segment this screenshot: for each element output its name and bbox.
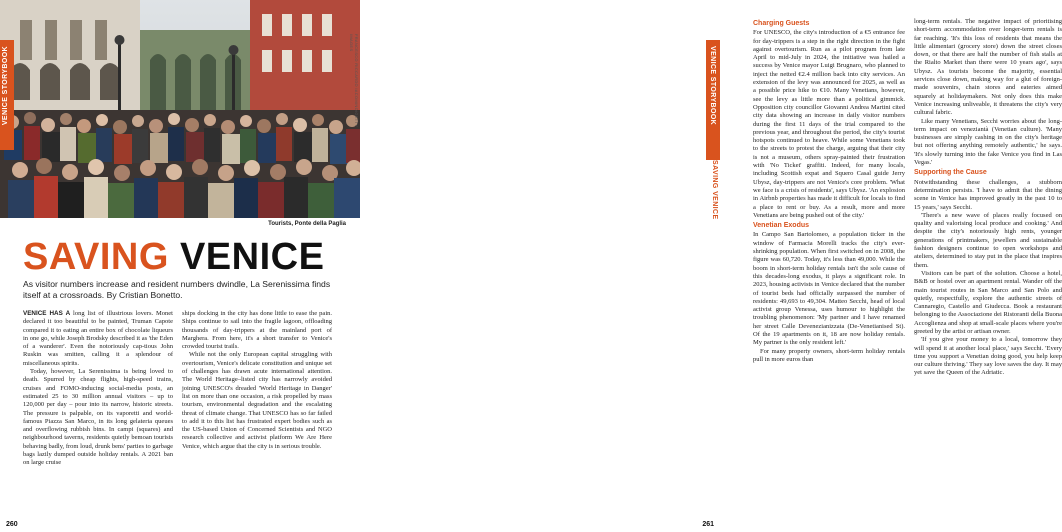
section-label-right: VENICE STORYBOOK xyxy=(709,46,716,126)
body-paragraph: For many property owners, short-term holiday rentals pull in more euros than xyxy=(753,347,905,363)
headline-word-2: VENICE xyxy=(179,236,325,278)
section-label-left: VENICE STORYBOOK xyxy=(2,46,9,126)
body-paragraph: Today, however, La Serenissima is being loved to death. Spurred by cheap flights, high-speed trains, cruises and FOMO-inducing social-media posts, an estimated 25 to 30 million annual visitors – up to 120,000 per day – pour into its narrow, historic streets. The pressure is palpable, on its vaporetti and world-famous Piazza San Marco, in its long gelateria queues and overflowing rubbish bins. In campi (squares) and neighbourhood taverns, residents quietly bemoan tourists behaving badly, from loud, drunk bens' parties to garbage bags lazily dumped outside holiday rentals. A 2021 ban on large cruise xyxy=(23,368,173,467)
body-paragraph: ships docking in the city has done little to ease the pain. Ships continue to sail into the fragile lagoon, offloading thousands of day-trippers at the mainland port of Marghera. From here, it's a short transfer to Venice's crowded tourist trails. xyxy=(182,310,332,351)
body-paragraph: long-term rentals. The negative impact of prioritising short-term accommodation over longer-term rentals is far reaching. 'It's this loss of residents that means the little alimentari (grocery store) down the street closes down, or that there are half the number of fish stalls at the Rialto Market than there were 10 years ago', says Ubysz. As tourists become the majority, essential services close down, making way for a glut of foreign-made souvenirs, chain stores and eateries aimed squarely at holidaymakers. Not only does this make Venice increasing unliveable, it threatens the city's very cultural fabric. xyxy=(914,18,1062,117)
tourists-photo xyxy=(0,0,360,218)
body-paragraph: While not the only European capital struggling with overtourism, Venice's delicate constitution and unique set of challenges has drawn acute international attention. The World Heritage–listed city has narrowly avoided joining UNESCO's dreaded 'World Heritage in Danger' list on more than one occasion, a risk propelled by mass tourism, environmental degradation and the escalating threat of climate change. That UNESCO has so far failed to add it to this list has frustrated expert bodies such as the US-based Union of Concerned Scientists and NGO research collective and activist platform We Are Here Venice, which argue that the city is in serious trouble. xyxy=(182,351,332,450)
body-column-3 xyxy=(753,18,905,364)
body-paragraph: Notwithstanding these challenges, a stubborn determination persists. 'I have to admit that the dining scene in Venice has improved greatly in the past 10 to 15 years,' says Secchi. xyxy=(914,178,1062,211)
lead-in: VENICE HAS A xyxy=(23,310,71,317)
subheading: Supporting the Cause xyxy=(914,169,987,177)
body-column-4 xyxy=(914,18,1062,378)
right-page xyxy=(360,0,1062,532)
body-paragraph: In Campo San Bartolomeo, a population ticker in the window of Farmacia Morelli tracks the city's ever-shrinking population. When first switched on in 2008, the figure was 60,720. Today, it's less than 49,000. While the boom in short-term holiday rentals isn't the sole cause of this decades-long exodus, it plays a significant role. In 2023, housing activists in Venice declared that the number of tourist beds had officially surpassed the number of residents: 49,693 to 49,304. Matteo Secchi, head of local activist group Venessa, uses humour to highlight the troubling phenomenon: 'My partner and I have renamed her street Calle Devenezianizzata (De-Venetianised St). Of the 19 apartments on it, 18 are now holiday rentals. My partner is the only resident left.' xyxy=(753,231,905,347)
section-title-right: SAVING VENICE xyxy=(711,160,718,220)
article-headline xyxy=(23,238,324,276)
body-column-1 xyxy=(23,310,173,468)
body-paragraph: For UNESCO, the city's introduction of a €5 entrance fee for day-trippers is a step in the right direction in the fight against overtourism. Run as a pilot program from late April to mid-July in 2024, the initiative was hailed a success by Venice mayor Luigi Brugnaro, who planned to inject the netted €2.4 million back into city services. An extension of the levy was announced for 2025, as well as a possible price hike to €10. Many Venetians, however, see the levy as little more than a political gimmick. Opposition city councillor Giovanni Andrea Martini cited city data showing an increase in daily visitor numbers during the first 11 days of the trial compared to the previous year, and throughout the period, the city's tourist hotspots continued to heave. While some Venetians took to the streets to protest the charge, arguing that their city is not a museum, others spray-painted their frustration with 'No Ticket' graffiti. Indeed, for many locals, including Scottish expat and Squero Casal guide Jerry Ubysz, day-trippers are not Venice's core problem. 'What we face is a crisis of residents', says Ubysz. 'An explosion in Airbnb properties has made it difficult for locals to find a place to rent or buy. As a result, more and more Venetians are being pushed out of the city.' xyxy=(753,29,905,219)
headline-word-1: SAVING xyxy=(23,236,169,278)
body-paragraph xyxy=(23,310,173,368)
photo-caption: Tourists, Ponte della Paglia xyxy=(268,221,346,227)
article-standfirst: As visitor numbers increase and resident numbers dwindle, La Serenissima finds itself at a crossroads. By Cristian Bonetto. xyxy=(23,279,331,300)
body-paragraph: 'There's a new wave of places really focused on quality and valorising local produce and cooking.' And despite the city's notoriously high rents, younger generations of printmakers, jewellers and sustainable fashion designers continue to open workshops and ateliers, determined to stay put in the place that inspires them. xyxy=(914,211,1062,269)
page-number-left: 260 xyxy=(6,521,18,528)
subheading: Venetian Exodus xyxy=(753,222,810,230)
lead-paragraph-text: long list of illustrious lovers. Monet declared it too beautiful to be painted, Truman Capote compared it to eating an entire box of chocolate liqueurs in one go, while Joseph Brodsky described it as 'the Eden of a wanderer'. Even the notoriously cap-tious John Ruskin was smitten, calling it a splendour of miscellaneous spirits. xyxy=(23,310,173,367)
subheading: Charging Guests xyxy=(753,20,810,27)
left-page xyxy=(0,0,360,532)
body-paragraph: Visitors can be part of the solution. Choose a hotel, B&B or hostel over an apartment rental. Wander off the main tourist routes in San Marco and San Polo and quietly, respectfully, explore the authentic streets of Cannaregio, Castello and Giudecca. Book a restaurant belonging to the Associazione dei Ristoranti della Buona Accoglienza and shop at small-scale places where you're greeted by the artist or artisan owner. xyxy=(914,269,1062,335)
body-paragraph: 'If you give your money to a local, tomorrow they will spend it at another local place,' says Secchi. 'Every time you support a Venetian doing good, you help keep our culture thriving.' They say love saves the day. It may yet save the Queen of the Adriatic. xyxy=(914,336,1062,377)
body-paragraph: Like many Venetians, Secchi worries about the long-term impact on veneziantà (Venetian culture). 'Many businesses are simply cashing in on the city's heritage but not offering anything remotely authentic,' he says. 'It's slowly turning into the fake Venice you find in Las Vegas.' xyxy=(914,117,1062,167)
section-strip-right xyxy=(706,40,720,160)
photo-credit: FRANCESCO RICCARDO IACOMINO/GETTY IMAGES xyxy=(349,34,359,128)
page-number-right: 261 xyxy=(702,521,714,528)
section-strip-left xyxy=(0,40,14,150)
body-column-2 xyxy=(182,310,332,451)
